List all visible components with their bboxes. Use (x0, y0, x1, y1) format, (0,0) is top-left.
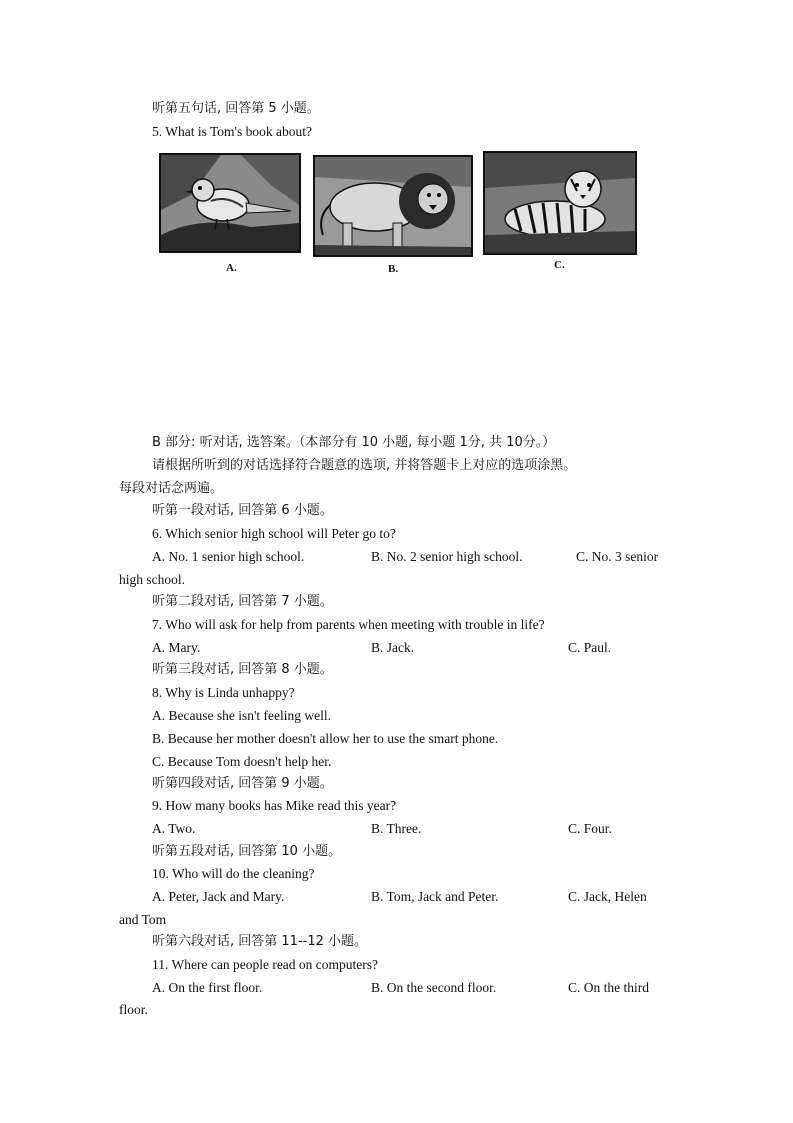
picture-b-label: B. (388, 263, 399, 275)
part-b-instruction-cont: 每段对话念两遍。 (119, 481, 224, 496)
q7-question: 7. Who will ask for help from parents when meeting with trouble in life? (152, 617, 545, 632)
q6-option-a[interactable]: A. No. 1 senior high school. (152, 549, 305, 564)
q8-question: 8. Why is Linda unhappy? (152, 685, 295, 700)
part-b-heading: B 部分: 听对话, 选答案。（本部分有 10 小题, 每小题 1分, 共 10分。） (152, 435, 556, 450)
q9-option-a[interactable]: A. Two. (152, 821, 196, 836)
q11-option-a[interactable]: A. On the first floor. (152, 980, 263, 995)
picture-c-label: C. (554, 259, 565, 271)
q5-intro: 听第五句话, 回答第 5 小题。 (152, 101, 320, 116)
picture-a-label: A. (226, 262, 237, 274)
part-b-instruction: 请根据所听到的对话选择符合题意的选项, 并将答题卡上对应的选项涂黑。 (152, 458, 577, 473)
q10-option-a[interactable]: A. Peter, Jack and Mary. (152, 889, 285, 904)
q6-option-b[interactable]: B. No. 2 senior high school. (371, 549, 523, 564)
q8-option-a[interactable]: A. Because she isn't feeling well. (152, 708, 332, 723)
q8-option-b[interactable]: B. Because her mother doesn't allow her to use the smart phone. (152, 731, 499, 746)
section-3-intro: 听第三段对话, 回答第 8 小题。 (152, 662, 333, 677)
q9-question: 9. How many books has Mike read this year? (152, 798, 397, 813)
q11-option-b[interactable]: B. On the second floor. (371, 980, 497, 995)
section-6-intro: 听第六段对话, 回答第 11--12 小题。 (152, 934, 367, 949)
picture-b-lion[interactable] (313, 155, 473, 257)
q9-option-b[interactable]: B. Three. (371, 821, 422, 836)
q7-option-b[interactable]: B. Jack. (371, 640, 415, 655)
q6-question: 6. Which senior high school will Peter go to? (152, 526, 396, 541)
section-1-intro: 听第一段对话, 回答第 6 小题。 (152, 503, 333, 518)
q9-option-c[interactable]: C. Four. (568, 821, 612, 836)
q11-option-c-cont: floor. (119, 1002, 148, 1017)
q10-option-c-cont: and Tom (119, 912, 167, 927)
q7-option-c[interactable]: C. Paul. (568, 640, 612, 655)
q7-option-a[interactable]: A. Mary. (152, 640, 201, 655)
q6-option-c-cont: high school. (119, 572, 185, 587)
q8-option-c[interactable]: C. Because Tom doesn't help her. (152, 754, 332, 769)
section-2-intro: 听第二段对话, 回答第 7 小题。 (152, 594, 333, 609)
q10-option-b[interactable]: B. Tom, Jack and Peter. (371, 889, 499, 904)
q5-question: 5. What is Tom's book about? (152, 124, 312, 139)
q11-question: 11. Where can people read on computers? (152, 957, 379, 972)
picture-c-tiger[interactable] (483, 151, 637, 255)
q6-option-c[interactable]: C. No. 3 senior (576, 549, 659, 564)
section-4-intro: 听第四段对话, 回答第 9 小题。 (152, 776, 333, 791)
q11-option-c[interactable]: C. On the third (568, 980, 649, 995)
q10-question: 10. Who will do the cleaning? (152, 866, 315, 881)
q10-option-c[interactable]: C. Jack, Helen (568, 889, 647, 904)
picture-a-bird[interactable] (159, 153, 301, 253)
section-5-intro: 听第五段对话, 回答第 10 小题。 (152, 844, 342, 859)
